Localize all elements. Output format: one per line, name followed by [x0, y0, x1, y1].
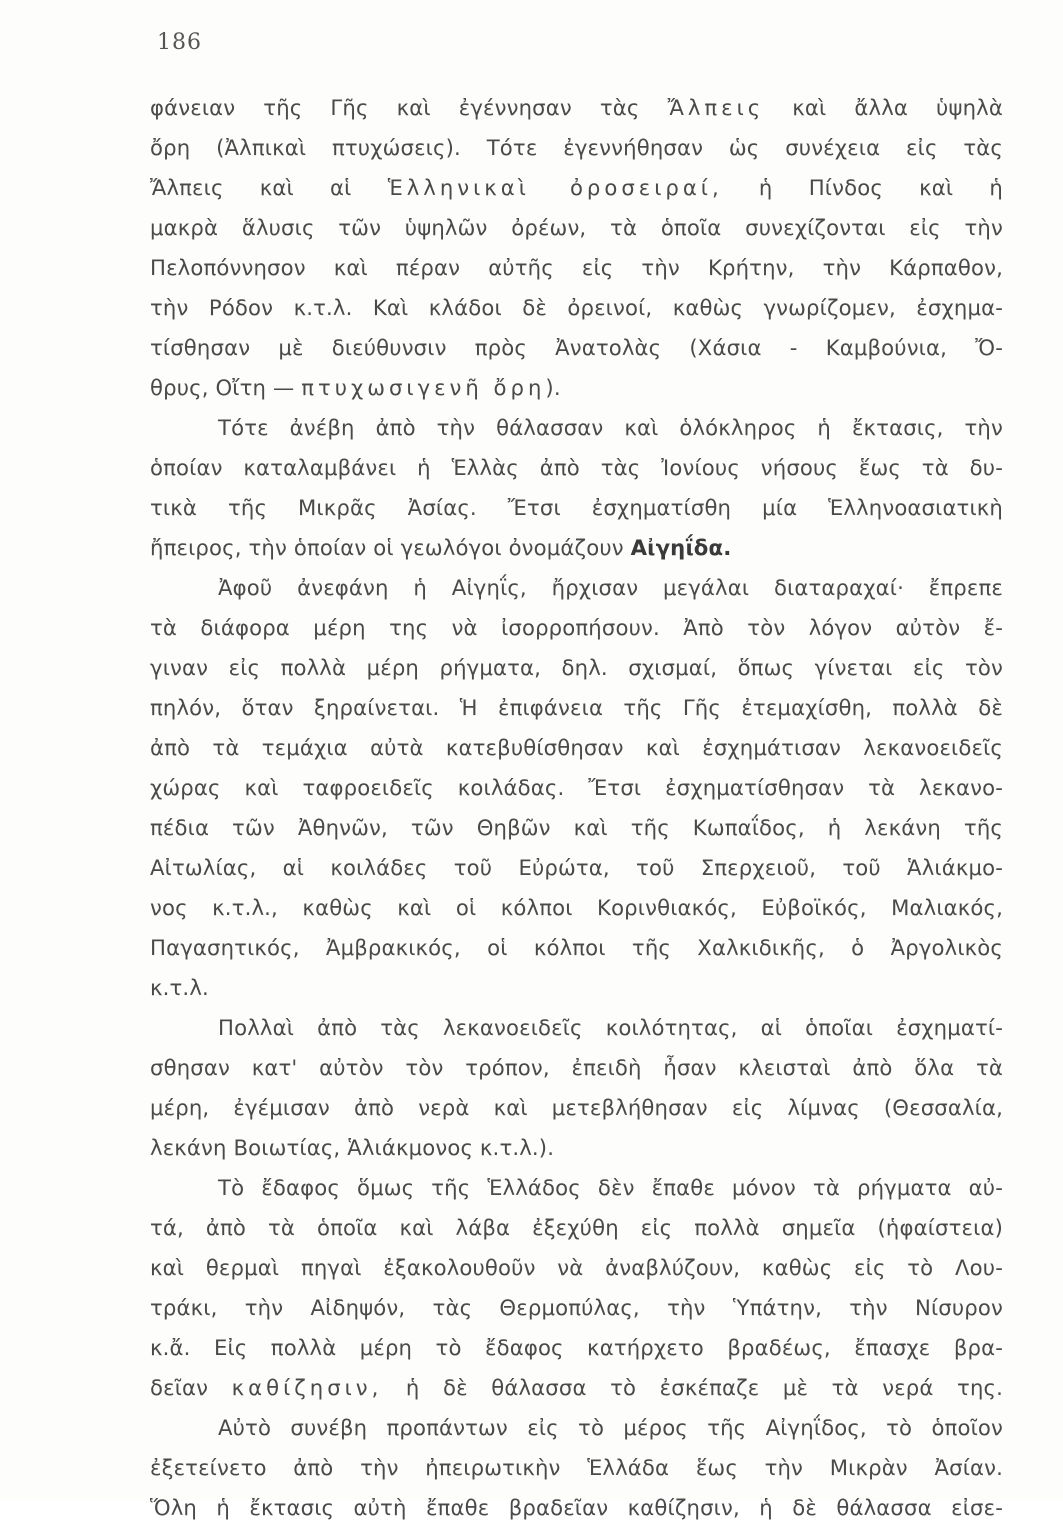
text-segment: κ.τ.λ.: [150, 975, 209, 1000]
text-line: [150, 968, 1003, 1008]
text-line: [150, 288, 1003, 328]
text-line: [150, 368, 1003, 408]
text-segment: σθησαν κατ' αὐτὸν τὸν τρόπον, ἐπειδὴ ἦσαν κλεισταὶ ἀπὸ ὅλα τὰ: [150, 1055, 1003, 1080]
text-line: [150, 408, 1003, 448]
text-segment: Τὸ ἔδαφος ὅμως τῆς Ἑλλάδος δὲν ἔπαθε μόνον τὰ ρήγματα αὐ-: [218, 1175, 1003, 1200]
text-segment: Ὅλη ἡ ἔκτασις αὐτὴ ἔπαθε βραδεῖαν καθίζησιν, ἡ δὲ θάλασσα εἰσε-: [150, 1495, 1003, 1520]
text-segment: Ἄλπεις καὶ αἱ: [150, 175, 388, 200]
text-segment: Παγασητικός, Ἀμβρακικός, οἱ κόλποι τῆς Χαλκιδικῆς, ὁ Ἀργολικὸς: [150, 935, 1003, 960]
spaced-term: καθίζησιν,: [231, 1375, 383, 1400]
text-segment: μακρὰ ἅλυσις τῶν ὑψηλῶν ὀρέων, τὰ ὁποῖα συνεχίζονται εἰς τὴν: [150, 215, 1003, 240]
text-line: [150, 1048, 1003, 1088]
text-line: [150, 768, 1003, 808]
text-line: [150, 528, 1003, 568]
text-segment: τικὰ τῆς Μικρᾶς Ἀσίας. Ἔτσι ἐσχηματίσθη μία Ἑλληνοασιατικὴ: [150, 495, 1003, 520]
spaced-term: Ἑλληνικαὶ ὀροσειραί,: [387, 175, 723, 200]
text-segment: Αἰτωλίας, αἱ κοιλάδες τοῦ Εὐρώτα, τοῦ Σπερχειοῦ, τοῦ Ἁλιάκμο-: [150, 855, 1003, 880]
text-segment: τίσθησαν μὲ διεύθυνσιν πρὸς Ἀνατολὰς (Χάσια - Καμβούνια, Ὄ-: [150, 335, 1003, 360]
text-line: [150, 88, 1003, 128]
text-line: [150, 808, 1003, 848]
text-segment: ἡ δὲ θάλασσα τὸ ἐσκέπαζε μὲ τὰ νερά της.: [382, 1375, 1003, 1400]
text-line: [150, 128, 1003, 168]
text-segment: καὶ ἄλλα ὑψηλὰ: [764, 95, 1003, 120]
bold-term: Αἰγηΐδα.: [630, 535, 732, 560]
text-segment: χώρας καὶ ταφροειδεῖς κοιλάδας. Ἔτσι ἐσχηματίσθησαν τὰ λεκανο-: [150, 775, 1003, 800]
text-line: [150, 1168, 1003, 1208]
text-line: [150, 248, 1003, 288]
text-line: [150, 1488, 1003, 1528]
text-segment: Τότε ἀνέβη ἀπὸ τὴν θάλασσαν καὶ ὁλόκληρος ἡ ἔκτασις, τὴν: [218, 415, 1003, 440]
text-line: [150, 1208, 1003, 1248]
text-line: [150, 488, 1003, 528]
page-number: 186: [157, 30, 202, 55]
text-line: [150, 1248, 1003, 1288]
text-line: [150, 848, 1003, 888]
text-line: [150, 1288, 1003, 1328]
text-segment: ἐξετείνετο ἀπὸ τὴν ἠπειρωτικὴν Ἑλλάδα ἕως τὴν Μικρὰν Ἀσίαν.: [150, 1455, 1003, 1480]
text-line: [150, 448, 1003, 488]
text-segment: δεῖαν: [150, 1375, 232, 1400]
text-segment: γιναν εἰς πολλὰ μέρη ρήγματα, δηλ. σχισμαί, ὅπως γίνεται εἰς τὸν: [150, 655, 1003, 680]
text-segment: ὄρη (Ἀλπικαὶ πτυχώσεις). Τότε ἐγεννήθησαν ὡς συνέχεια εἰς τὰς: [150, 135, 1003, 160]
spaced-term: πτυχωσιγενῆ ὄρη: [301, 375, 546, 400]
text-segment: νος κ.τ.λ., καθὼς καὶ οἱ κόλποι Κορινθιακός, Εὐβοϊκός, Μαλιακός,: [150, 895, 1003, 920]
text-line: [150, 328, 1003, 368]
text-line: [150, 168, 1003, 208]
text-line: [150, 1368, 1003, 1408]
text-line: [150, 1448, 1003, 1488]
text-segment: τὴν Ρόδον κ.τ.λ. Καὶ κλάδοι δὲ ὀρεινοί, καθὼς γνωρίζομεν, ἐσχημα-: [150, 295, 1003, 320]
text-line: [150, 568, 1003, 608]
text-segment: τά, ἀπὸ τὰ ὁποῖα καὶ λάβα ἐξεχύθη εἰς πολλὰ σημεῖα (ἡφαίστεια): [150, 1215, 1003, 1240]
text-segment: λεκάνη Βοιωτίας, Ἁλιάκμονος κ.τ.λ.).: [150, 1135, 555, 1160]
text-line: [150, 608, 1003, 648]
text-line: [150, 1088, 1003, 1128]
text-segment: ἡ Πίνδος καὶ ἡ: [722, 175, 1003, 200]
text-segment: θρυς, Οἴτη —: [150, 375, 302, 400]
text-segment: ἤπειρος, τὴν ὁποίαν οἱ γεωλόγοι ὀνομάζουν: [150, 535, 631, 560]
text-line: [150, 1408, 1003, 1448]
text-segment: πηλόν, ὅταν ξηραίνεται. Ἡ ἐπιφάνεια τῆς Γῆς ἐτεμαχίσθη, πολλὰ δὲ: [150, 695, 1003, 720]
text-segment: Πολλαὶ ἀπὸ τὰς λεκανοειδεῖς κοιλότητας, αἱ ὁποῖαι ἐσχηματί-: [218, 1015, 1003, 1040]
text-segment: ὁποίαν καταλαμβάνει ἡ Ἑλλὰς ἀπὸ τὰς Ἰονίους νήσους ἕως τὰ δυ-: [150, 455, 1003, 480]
text-segment: καὶ θερμαὶ πηγαὶ ἐξακολουθοῦν νὰ ἀναβλύζουν, καθὼς εἰς τὸ Λου-: [150, 1255, 1003, 1280]
text-segment: Ἀφοῦ ἀνεφάνη ἡ Αἰγηΐς, ἤρχισαν μεγάλαι διαταραχαί· ἔπρεπε: [218, 575, 1003, 600]
text-segment: φάνειαν τῆς Γῆς καὶ ἐγέννησαν τὰς: [150, 95, 668, 120]
text-line: [150, 208, 1003, 248]
text-line: [150, 1328, 1003, 1368]
spaced-term: Ἄλπεις: [667, 95, 765, 120]
text-segment: τράκι, τὴν Αἰδηψόν, τὰς Θερμοπύλας, τὴν Ὑπάτην, τὴν Νίσυρον: [150, 1295, 1003, 1320]
text-line: [150, 648, 1003, 688]
text-segment: Αὐτὸ συνέβη προπάντων εἰς τὸ μέρος τῆς Αἰγηΐδος, τὸ ὁποῖον: [218, 1415, 1003, 1440]
text-line: [150, 1008, 1003, 1048]
text-segment: πέδια τῶν Ἀθηνῶν, τῶν Θηβῶν καὶ τῆς Κωπαΐδος, ἡ λεκάνη τῆς: [150, 815, 1003, 840]
text-segment: ).: [545, 375, 561, 400]
text-segment: Πελοπόννησον καὶ πέραν αὐτῆς εἰς τὴν Κρήτην, τὴν Κάρπαθον,: [150, 255, 1003, 280]
text-segment: μέρη, ἐγέμισαν ἀπὸ νερὰ καὶ μετεβλήθησαν εἰς λίμνας (Θεσσαλία,: [150, 1095, 1003, 1120]
text-segment: τὰ διάφορα μέρη της νὰ ἰσορροπήσουν. Ἀπὸ τὸν λόγον αὐτὸν ἔ-: [150, 615, 1003, 640]
text-segment: ἀπὸ τὰ τεμάχια αὐτὰ κατεβυθίσθησαν καὶ ἐσχημάτισαν λεκανοειδεῖς: [150, 735, 1003, 760]
text-line: [150, 1128, 1003, 1168]
body-text: [150, 88, 1003, 1528]
text-line: [150, 728, 1003, 768]
text-line: [150, 888, 1003, 928]
text-line: [150, 928, 1003, 968]
text-segment: κ.ἄ. Εἰς πολλὰ μέρη τὸ ἔδαφος κατήρχετο βραδέως, ἔπασχε βρα-: [150, 1335, 1003, 1360]
text-line: [150, 688, 1003, 728]
